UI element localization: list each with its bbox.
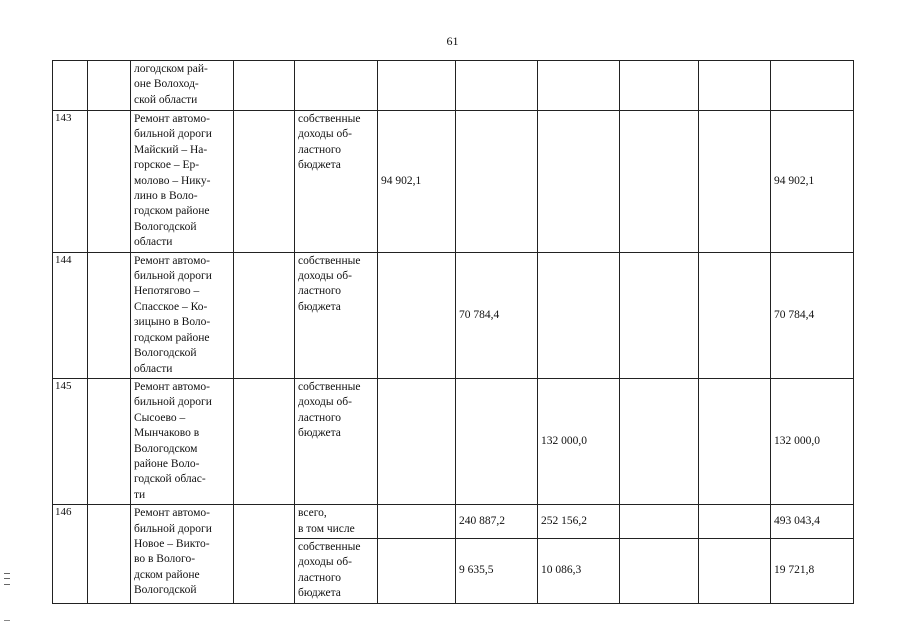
cell-total: 94 902,1: [771, 111, 854, 253]
cell-value: 10 086,3: [538, 538, 620, 603]
cell-value: [620, 61, 699, 111]
cell-value: 240 887,2: [456, 505, 538, 539]
cell-value: [699, 111, 771, 253]
cell-value: 94 902,1: [378, 111, 456, 253]
margin-dash: [4, 620, 10, 621]
cell-empty: [234, 111, 295, 253]
cell-num: 144: [53, 252, 88, 378]
table-row-145: [53, 378, 854, 504]
table-row-144: [53, 252, 854, 378]
margin-mark: [4, 573, 10, 585]
cell-total: 493 043,4: [771, 505, 854, 539]
cell-value: 132 000,0: [538, 378, 620, 504]
cell-num: 146: [53, 505, 88, 603]
cell-value: [378, 252, 456, 378]
cell-value: [456, 378, 538, 504]
cell-value: [378, 505, 456, 539]
cell-value: [620, 252, 699, 378]
cell-empty: [88, 505, 131, 603]
cell-value: [378, 61, 456, 111]
cell-empty: [234, 378, 295, 504]
cell-value: [538, 61, 620, 111]
cell-value: 9 635,5: [456, 538, 538, 603]
cell-value: 252 156,2: [538, 505, 620, 539]
cell-value: [699, 252, 771, 378]
cell-empty: [234, 252, 295, 378]
cell-num: [53, 61, 88, 111]
cell-value: [538, 111, 620, 253]
cell-value: [456, 61, 538, 111]
cell-empty: [234, 505, 295, 603]
cell-name: Ремонт автомо- бильной дороги Непотягово – Спасское – Ко- зицыно в Воло- годском районе Вологодской области: [131, 252, 234, 378]
cell-empty: [88, 111, 131, 253]
cell-value: [538, 252, 620, 378]
cell-value: [620, 538, 699, 603]
cell-value: [699, 538, 771, 603]
cell-value: 70 784,4: [456, 252, 538, 378]
cell-source: собственные доходы об- ластного бюджета: [295, 378, 378, 504]
cell-total: [771, 61, 854, 111]
cell-value: [620, 111, 699, 253]
cell-value: [378, 378, 456, 504]
budget-table: [52, 60, 854, 604]
page-number: 61: [446, 34, 459, 48]
cell-value: [699, 378, 771, 504]
cell-empty: [234, 61, 295, 111]
cell-empty: [88, 252, 131, 378]
cell-source: всего, в том числе: [295, 505, 378, 539]
cell-name: Ремонт автомо- бильной дороги Новое – Викто- во в Волого- дском районе Вологодской: [131, 505, 234, 603]
cell-source: [295, 61, 378, 111]
table-row-146-total: [53, 505, 854, 539]
cell-value: [456, 111, 538, 253]
cell-total: 132 000,0: [771, 378, 854, 504]
cell-value: [699, 505, 771, 539]
cell-num: 145: [53, 378, 88, 504]
cell-value: [620, 378, 699, 504]
cell-name: логодском рай- оне Волоход- ской области: [131, 61, 234, 111]
cell-num: 143: [53, 111, 88, 253]
table-row-continuation: [53, 61, 854, 111]
cell-name: Ремонт автомо- бильной дороги Майский – На- горское – Ер- молово – Нику- лино в Воло- годском районе Вологодской области: [131, 111, 234, 253]
table-row-143: [53, 111, 854, 253]
cell-value: [620, 505, 699, 539]
cell-value: [378, 538, 456, 603]
cell-source: собственные доходы об- ластного бюджета: [295, 111, 378, 253]
cell-empty: [88, 378, 131, 504]
cell-total: 70 784,4: [771, 252, 854, 378]
cell-source: собственные доходы об- ластного бюджета: [295, 252, 378, 378]
cell-value: [699, 61, 771, 111]
cell-name: Ремонт автомо- бильной дороги Сысоево – Мынчаково в Вологодском районе Воло- годской облас- ти: [131, 378, 234, 504]
cell-source: собственные доходы об- ластного бюджета: [295, 538, 378, 603]
cell-total: 19 721,8: [771, 538, 854, 603]
cell-empty: [88, 61, 131, 111]
